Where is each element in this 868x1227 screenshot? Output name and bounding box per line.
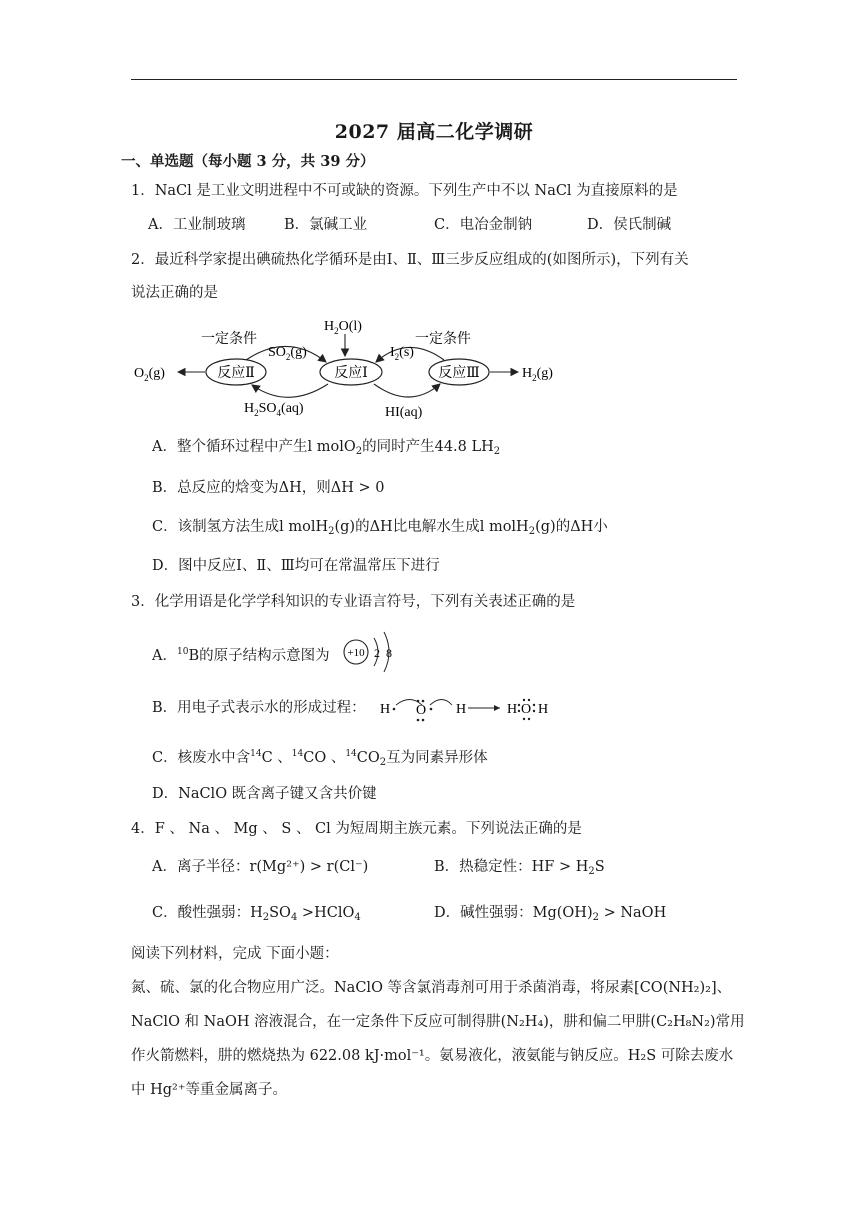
q3-option-b: B．用电子式表示水的形成过程：	[152, 700, 366, 716]
q1-option-a: A．工业制玻璃	[148, 217, 246, 233]
condition-right-label: 一定条件	[415, 332, 471, 347]
h2o-label: $H_2O(l)$	[324, 319, 362, 336]
reaction-1-label: 反应Ⅰ	[334, 366, 368, 381]
hi-arc	[374, 384, 440, 397]
svg-text:H: H	[380, 702, 391, 717]
water-formation-diagram	[380, 692, 570, 724]
q1-option-b: B．氯碱工业	[284, 217, 368, 233]
q4-option-d: D．碱性强弱：$Mg(OH)_2$ > NaOH	[434, 905, 667, 923]
reading-intro: 阅读下列材料，完成 下面小题：	[131, 946, 339, 962]
q2-stem-line2: 说法正确的是	[131, 285, 218, 301]
reaction-2-label: 反应Ⅱ	[217, 366, 255, 381]
q2-stem-line1: 2．最近科学家提出碘硫热化学循环是由Ⅰ、Ⅱ、Ⅲ三步反应组成的(如图所示)，下列有关	[131, 252, 689, 268]
q4-option-a: A．离子半径：r(Mg²⁺) > r(Cl⁻)	[152, 859, 369, 875]
so2-label: $SO_2(g)$	[268, 345, 307, 362]
reaction-3-label: 反应Ⅲ	[438, 366, 480, 381]
q2-option-d: D．图中反应Ⅰ、Ⅱ、Ⅲ均可在常温常压下进行	[152, 558, 440, 574]
section-heading: 一、单选题（每小题 3 分，共 39 分）	[121, 153, 375, 170]
iodine-sulfur-cycle-diagram	[128, 312, 568, 424]
reading-paragraph-line3: 作火箭燃料，肼的燃烧热为 622.08 kJ·mol⁻¹。氨易液化，液氨能与钠反应。H₂S 可除去废水	[131, 1048, 734, 1064]
svg-text:H: H	[456, 702, 467, 717]
svg-text:H: H	[538, 702, 549, 717]
q4-option-b: B．热稳定性：HF > $H_2S$	[434, 859, 605, 877]
h2so4-arc	[252, 384, 328, 397]
q2-option-c: C．该制氢方法生成l molH$_2$(g)的ΔH比电解水生成l molH$_2$(g)的ΔH小	[152, 519, 608, 537]
q2-option-a: A．整个循环过程中产生l molO$_2$的同时产生44.8 $LH_2$	[152, 439, 501, 457]
q1-option-d: D．侯氏制碱	[587, 217, 672, 233]
q3-option-c: C．核废水中含$^{14}$C 、$^{14}$CO 、$^{14}CO_2$互为同素异形体	[152, 749, 488, 768]
h2-label: $H_2(g)$	[522, 366, 553, 383]
reading-paragraph-line1: 氮、硫、氯的化合物应用广泛。NaClO 等含氯消毒剂可用于杀菌消毒，将尿素[CO(NH₂)₂]、	[131, 980, 732, 996]
page-title: 2027 届高二化学调研	[334, 121, 534, 143]
atom-structure-diagram	[338, 628, 408, 674]
q1-option-c: C．电冶金制钠	[434, 217, 533, 233]
q2-option-b: B．总反应的焓变为ΔH，则ΔH > 0	[152, 480, 385, 496]
header-rule	[131, 79, 737, 80]
q4-stem: 4．F 、 Na 、 Mg 、 S 、 Cl 为短周期主族元素。下列说法正确的是	[131, 821, 582, 837]
svg-text:8: 8	[386, 646, 392, 660]
q3-stem: 3．化学用语是化学学科知识的专业语言符号，下列有关表述正确的是	[131, 594, 576, 610]
svg-text:+10: +10	[347, 647, 365, 659]
q1-stem: 1．NaCl 是工业文明进程中不可或缺的资源。下列生产中不以 NaCl 为直接原料的是	[131, 183, 678, 199]
condition-left-label: 一定条件	[201, 332, 257, 347]
o2-label: $O_2(g)$	[134, 366, 165, 383]
i2-label: $I_2(s)$	[390, 345, 414, 362]
svg-text:O: O	[520, 702, 532, 717]
q4-option-c: C．酸性强弱：$H_2SO_4$ >HClO$_4$	[152, 905, 361, 923]
svg-text:O: O	[415, 703, 427, 718]
svg-text:H: H	[507, 702, 518, 717]
reading-paragraph-line2: NaClO 和 NaOH 溶液混合，在一定条件下反应可制得肼(N₂H₄)，肼和偏二甲肼(C₂H₈N₂)常用	[131, 1014, 745, 1030]
q3-option-a: A．$^{10}$B的原子结构示意图为	[152, 647, 330, 664]
svg-text:2: 2	[374, 646, 380, 660]
hi-label: HI(aq)	[385, 405, 423, 420]
q3-option-d: D．NaClO 既含离子键又含共价键	[152, 786, 377, 802]
h2so4-label: $H_2SO_4(aq)$	[244, 401, 304, 418]
reading-paragraph-line4: 中 Hg²⁺等重金属离子。	[131, 1082, 288, 1098]
